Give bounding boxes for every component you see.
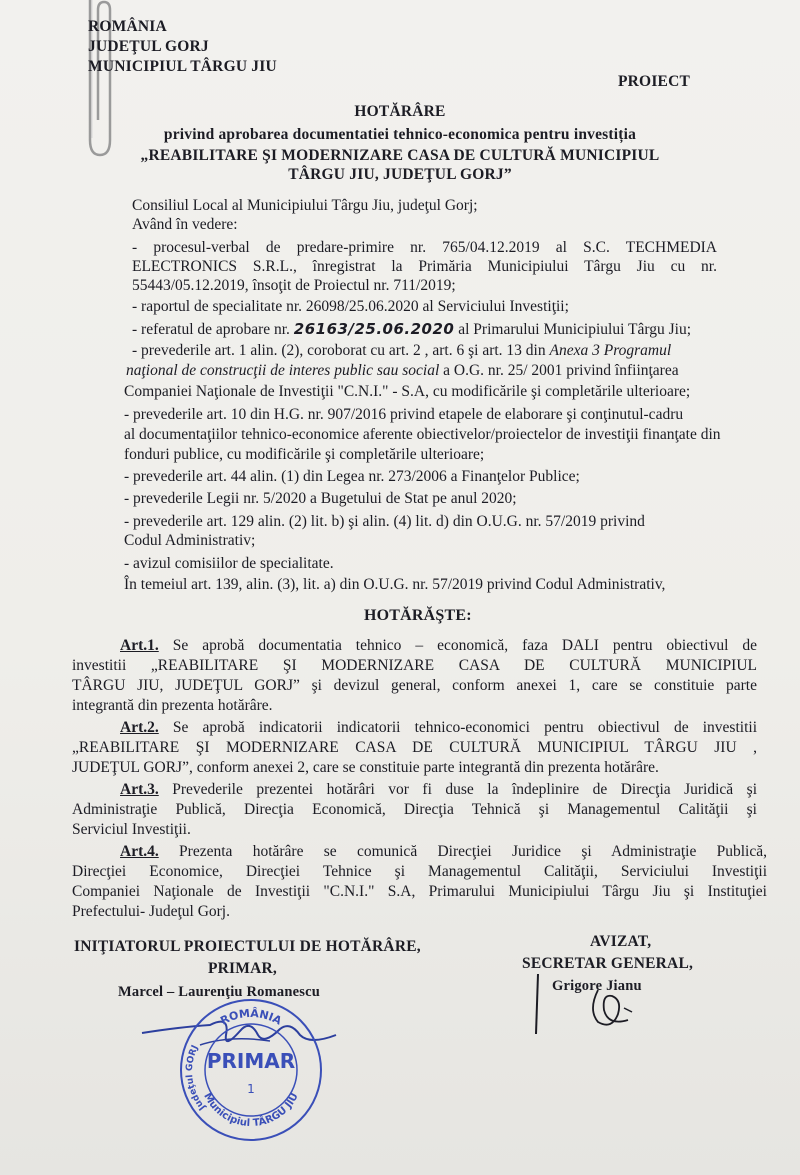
initiator-title: INIŢIATORUL PROIECTULUI DE HOTĂRÂRE, [74,938,421,955]
stamp-left-text: Judeţul GORJ [184,1043,208,1112]
art4-line4: Prefectului- Judeţul Gorj. [72,903,230,920]
item7: - prevederile Legii nr. 5/2020 a Bugetului de Stat pe anul 2020; [124,490,517,507]
title-line-3: TÂRGU JIU, JUDEŢUL GORJ” [288,166,512,183]
legal-basis: În temeiul art. 139, alin. (3), lit. a) din O.U.G. nr. 57/2019 privind Codul Administrativ, [124,576,666,593]
art1-line4: integrantă din prezenta hotărâre. [72,697,273,714]
svg-text:Municipiul TÂRGU JIU [201,1091,300,1129]
art2-line2: „REABILITARE ŞI MODERNIZARE CASA DE CULTURĂ MUNICIPIUL TÂRGU JIU , [72,739,757,756]
stamp-top-text: ROMÂNIA [218,1006,284,1028]
art2-line1 [72,718,757,737]
secretary-title: SECRETAR GENERAL, [522,955,694,972]
stamp-number: 1 [247,1082,255,1096]
title-line-1: privind aprobarea documentatiei tehnico-economica pentru investiția [163,126,637,143]
art4-line1 [72,842,767,861]
art1-text: Se aprobă documentatia tehnico – economică, faza DALI pentru obiectivul de [172,637,758,654]
approved-title: AVIZAT, [590,933,652,950]
item3 [132,320,691,339]
art1-line1 [72,636,757,655]
item4-line3: Companiei Naţionale de Investiţii "C.N.I." - S.A, cu modificările şi completările ulterioare; [124,383,691,400]
art3-label: Art.3. [120,781,159,798]
item5-line3: fonduri publice, cu modificările şi completările ulterioare; [124,446,485,463]
art2-text: Se aprobă indicatorii indicatorii tehnico-economici pentru obiectivul de investitii [172,719,757,736]
header-country: ROMÂNIA [88,18,167,35]
item1-line2: ELECTRONICS S.R.L., înregistrat la Primăria Municipiului Târgu Jiu cu nr. [132,258,717,275]
item4-line1 [132,341,671,360]
art1-line3: TÂRGU JIU, JUDEŢUL GORJ” şi devizul general, conform anexei 1, care se constituie parte [72,677,757,694]
art4-text: Prezenta hotărâre se comunică Direcţiei Juridice şi Administraţie Publică, [179,843,767,860]
art3-text: Prevederile prezentei hotărâri vor fi duse la îndeplinire de Direcţia Juridică şi [172,781,758,798]
art2-label: Art.2. [120,719,159,736]
mayor-seal-icon [176,995,326,1145]
item1-line3: 55443/05.12.2019, însoţit de Proiectul nr. 711/2019; [132,277,456,294]
item4-line2-text: a O.G. nr. 25/ 2001 privind înfiinţarea [443,362,679,379]
item4-line2-italic: naţional de construcţii de interes public sau social [126,362,440,379]
art3-line1 [72,780,757,799]
mayor-title: PRIMAR, [208,960,277,977]
item5-line1: - prevederile art. 10 din H.G. nr. 907/2016 privind etapele de elaborare şi conţinutul-cadru [124,406,684,423]
art4-line3: Companiei Naţionale de Investiţii "C.N.I." S.A, Primarului Municipiului Târgu Jiu şi Instituţiei [72,883,767,900]
stamp-bottom-text: Municipiul TÂRGU JIU [201,1091,301,1130]
header-county: JUDEŢUL GORJ [88,38,209,55]
item8-line2: Codul Administrativ; [124,532,256,549]
art4-label: Art.4. [120,843,159,860]
stamp-center-text: PRIMAR [206,1049,296,1073]
header-municipality: MUNICIPIUL TÂRGU JIU [88,58,277,75]
preamble-having: Având în vedere: [132,216,238,233]
item2: - raportul de specialitate nr. 26098/25.06.2020 al Serviciului Investiţii; [132,298,569,315]
item3-end: al Primarului Municipiului Târgu Jiu; [458,321,692,338]
title-line-2: „REABILITARE ŞI MODERNIZARE CASA DE CULTURĂ MUNICIPIUL [140,147,660,164]
item6: - prevederile art. 44 alin. (1) din Legea nr. 273/2006 a Finanţelor Publice; [124,468,580,485]
item9: - avizul comisiilor de specialitate. [124,555,334,572]
secretary-name: Grigore Jianu [552,978,642,994]
art1-label: Art.1. [120,637,159,654]
art1-line2: investitii „REABILITARE ŞI MODERNIZARE CASA DE CULTURĂ MUNICIPIUL [72,657,757,674]
item4-line2 [126,361,679,380]
secretary-signature-icon [528,960,648,1040]
handwritten-number: 26163/25.06.2020 [293,320,455,338]
item5-line2: al documentaţiilor tehnico-economice aferente obiectivelor/proiectelor de investiţii finanţate din [124,426,721,443]
item4-line1-italic: Anexa 3 Programul [549,342,672,359]
item1-line1: - procesul-verbal de predare-primire nr. 765/04.12.2019 al S.C. TECHMEDIA [132,239,717,256]
art3-line3: Serviciul Investiţii. [72,821,191,838]
art2-line3: JUDEŢUL GORJ”, conform anexei 2, care se constituie parte integrantă din prezenta hotărâre. [72,759,659,776]
item4-line1-text: - prevederile art. 1 alin. (2), coroborat cu art. 2 , art. 6 şi art. 13 din [132,342,546,359]
doc-type-title: HOTĂRÂRE [354,103,446,120]
item3-start: - referatul de aprobare nr. [132,321,290,338]
item8-line1: - prevederile art. 129 alin. (2) lit. b) şi alin. (4) lit. d) din O.U.G. nr. 57/2019 privind [124,513,645,530]
art3-line2: Administraţie Publică, Direcţia Economică, Direcţia Tehnică şi Managementul Calităţii şi [72,801,757,818]
art4-line2: Direcţiei Economice, Direcţiei Tehnice şi Managementul Calităţii, Serviciului Investiţii [72,863,767,880]
proiect-label: PROIECT [618,73,691,90]
decides-heading: HOTĂRĂŞTE: [364,607,472,624]
mayor-name: Marcel – Laurenţiu Romanescu [118,984,321,1000]
preamble-intro: Consiliul Local al Municipiului Târgu Jiu, judeţul Gorj; [132,197,478,214]
